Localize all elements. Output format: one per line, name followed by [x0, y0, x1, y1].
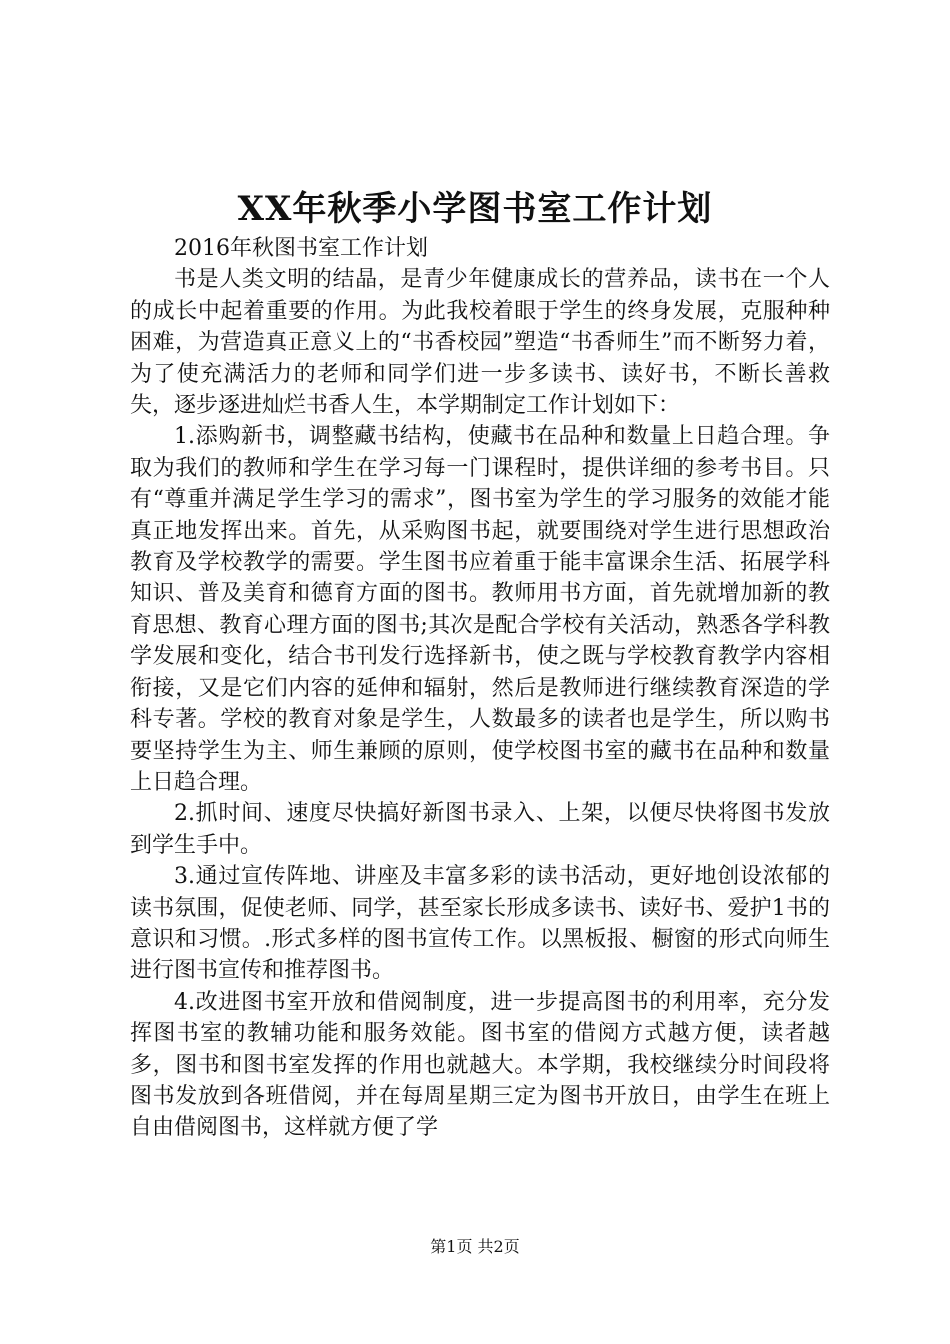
paragraph-item-4: 4.改进图书室开放和借阅制度，进一步提高图书的利用率，充分发挥图书室的教辅功能和服务效能。图书室的借阅方式越方便，读者越多，图书和图书室发挥的作用也就越大。本学期，我校继续分时间段将图书发放到各班借阅，并在每周星期三定为图书开放日，由学生在班上自由借阅图书，这样就方便了学 [130, 989, 830, 1141]
document-body [130, 233, 830, 1144]
paragraph-item-1: 1.添购新书，调整藏书结构，使藏书在品种和数量上日趋合理。争取为我们的教师和学生在学习每一门课程时，提供详细的参考书目。只有“尊重并满足学生学习的需求”，图书室为学生的学习服务的效能才能真正地发挥出来。首先，从采购图书起，就要围绕对学生进行思想政治教育及学校教学的需要。学生图书应着重于能丰富课余生活、拓展学科知识、普及美育和德育方面的图书。教师用书方面，首先就增加新的教育思想、教育心理方面的图书;其次是配合学校有关活动，熟悉各学科教学发展和变化，结合书刊发行选择新书，使之既与学校教育教学内容相衔接，又是它们内容的延伸和辐射，然后是教师进行继续教育深造的学科专著。学校的教育对象是学生，人数最多的读者也是学生，所以购书要坚持学生为主、师生兼顾的原则，使学校图书室的藏书在品种和数量上日趋合理。 [130, 424, 830, 795]
document-subtitle: 2016年秋图书室工作计划 [174, 236, 428, 261]
paragraph-item-2: 2.抓时间、速度尽快搞好新图书录入、上架，以便尽快将图书发放到学生手中。 [130, 801, 830, 858]
document-title: XX年秋季小学图书室工作计划 [237, 189, 713, 229]
paragraph-item-3: 3.通过宣传阵地、讲座及丰富多彩的读书活动，更好地创设浓郁的读书氛围，促使老师、同学，甚至家长形成多读书、读好书、爱护1书的意识和习惯。.形式多样的图书宣传工作。以黑板报、橱窗的形式向师生进行图书宣传和推荐图书。 [130, 864, 830, 984]
paragraph-intro: 书是人类文明的结晶，是青少年健康成长的营养品，读书在一个人的成长中起着重要的作用。为此我校着眼于学生的终身发展，克服种种困难，为营造真正意义上的“书香校园”塑造“书香师生”而不断努力着，为了使充满活力的老师和同学们进一步多读书、读好书，不断长善救失，逐步逐进灿烂书香人生，本学期制定工作计划如下： [130, 267, 830, 419]
page-number-footer: 第1页 共2页 [430, 1237, 520, 1256]
